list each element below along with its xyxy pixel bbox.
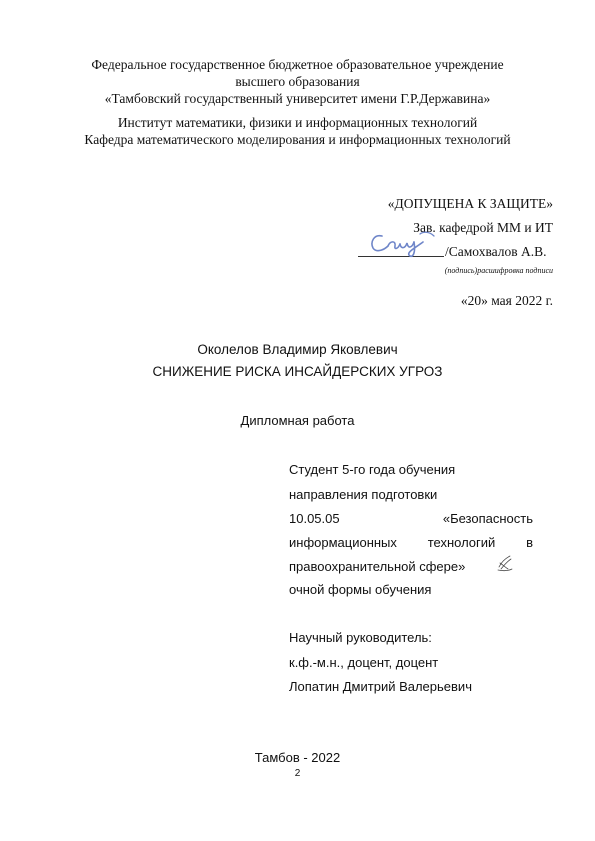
- header-department-line: Кафедра математического моделирования и информационных технологий: [84, 132, 511, 147]
- student-direction: направления подготовки: [289, 487, 438, 502]
- student-specialty-row: [289, 535, 533, 550]
- student-year: Студент 5-го года обучения: [289, 462, 456, 477]
- approval-signature-name: /Самохвалов А.В.: [445, 244, 547, 259]
- page-number: 2: [294, 768, 301, 779]
- specialty-start: «Безопасность: [442, 511, 533, 526]
- specialty-word-2: технологий: [427, 535, 496, 550]
- approval-position: Зав. кафедрой ММ и ИТ: [413, 220, 553, 235]
- supervisor-degree: к.ф.-м.н., доцент, доцент: [289, 655, 439, 670]
- specialty-code: 10.05.05: [289, 511, 340, 526]
- author-name: Околелов Владимир Яковлевич: [197, 342, 398, 357]
- handwritten-signature: [368, 228, 440, 260]
- approval-date: «20» мая 2022 г.: [460, 293, 553, 308]
- work-type: Дипломная работа: [240, 413, 355, 428]
- city-year: Тамбов - 2022: [254, 750, 341, 765]
- header-org-line: Федеральное государственное бюджетное образовательное учреждение: [91, 57, 504, 72]
- approval-title: «ДОПУЩЕНА К ЗАЩИТЕ»: [387, 196, 553, 211]
- header-institute-line: Институт математики, физики и информационных технологий: [117, 115, 478, 130]
- student-signature: [496, 553, 514, 573]
- thesis-title: СНИЖЕНИЕ РИСКА ИНСАЙДЕРСКИХ УГРОЗ: [152, 364, 443, 379]
- study-form: очной формы обучения: [289, 582, 432, 597]
- specialty-word-1: информационных: [289, 535, 397, 550]
- header-education-line: высшего образования: [235, 74, 360, 89]
- supervisor-label: Научный руководитель:: [289, 630, 432, 645]
- specialty-word-3: в: [526, 535, 533, 550]
- signature-caption: (подпись)расшифровка подписи: [444, 266, 553, 275]
- student-code-row: [289, 511, 533, 526]
- specialty-end: правоохранительной сфере»: [289, 559, 466, 574]
- supervisor-name: Лопатин Дмитрий Валерьевич: [289, 679, 472, 694]
- header-university-line: «Тамбовский государственный университет имени Г.Р.Державина»: [104, 91, 491, 106]
